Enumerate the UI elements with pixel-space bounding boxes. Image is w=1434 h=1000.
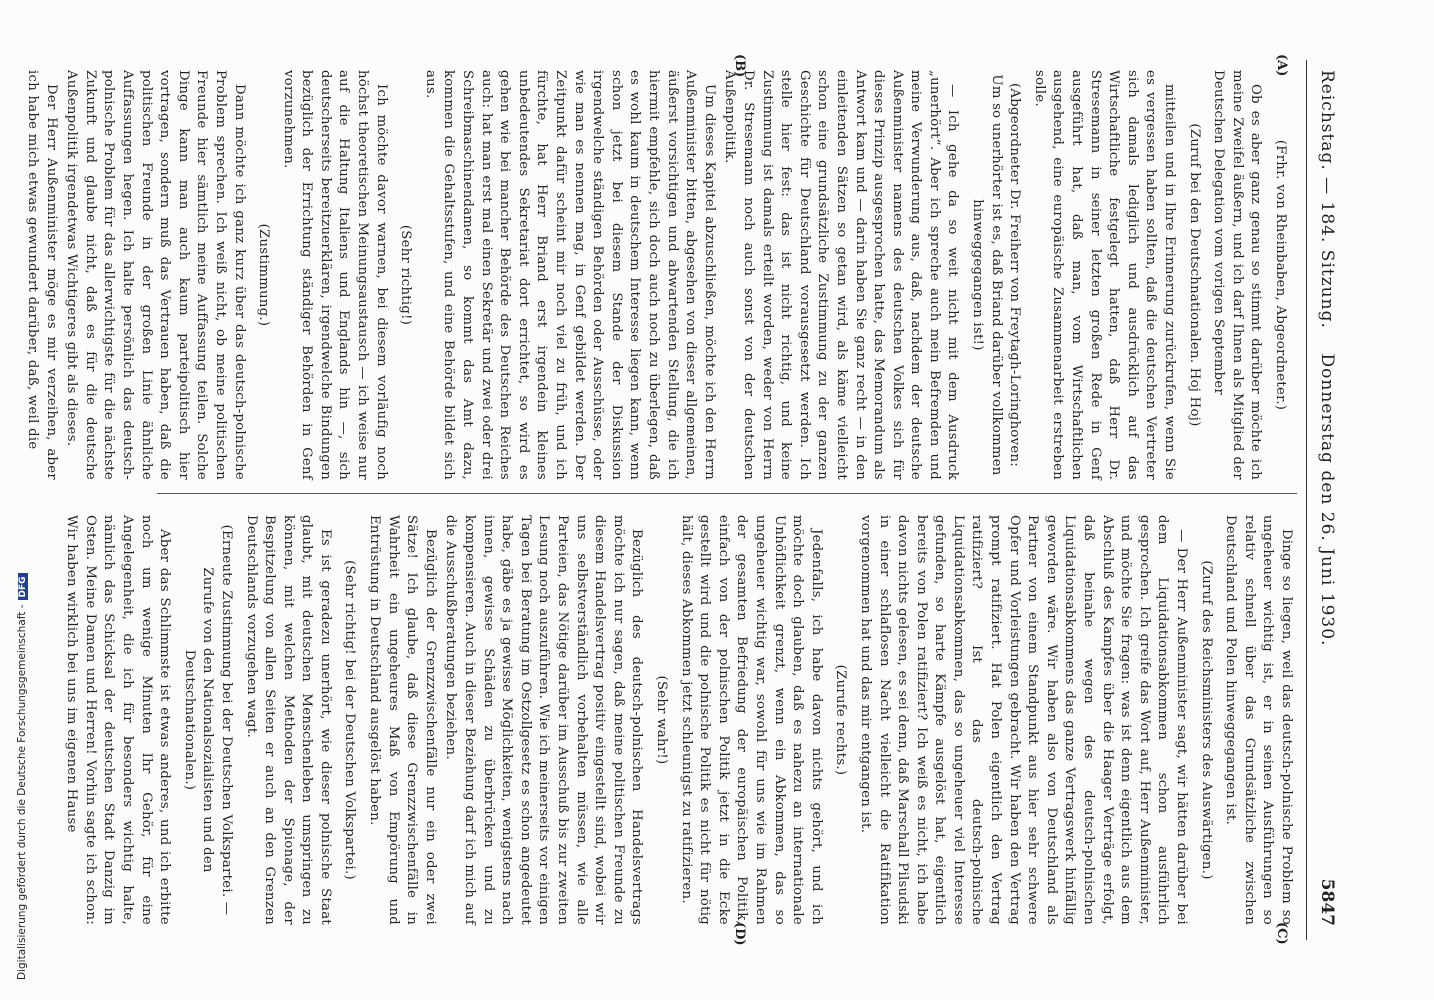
page-header — [1306, 60, 1347, 940]
paragraph: Dann möchte ich ganz kurz über das deutsch-polnische Problem sprechen. Ich weiß nicht, ob meine politischen Freunde hier sämtlich meine Auffassung teilen. Solche Dinge kann man auch kaum parteipolitisch hier vortragen, sondern muß das Vertrauen haben, daß die politischen Freunde in der großen Linie ähnliche Auffassungen hegen. Ich halte persönlich das deutsch-polnische Problem für das allerwichtigste für die nächste Zukunft und glaube nicht, daß es für die deutsche Außenpolitik irgendetwas Wichtigeres gibt als dieses. — [64, 70, 247, 480]
paragraph: Um dieses Kapitel abzuschließen, möchte ich den Herrn Außenminister bitten, abgesehen von dieser allgemeinen, äußerst vorsichtigen und abwartenden Stellung, die ich hiermit empfehle, sich doch auch noch zu überlegen, daß es wohl kaum in deutschem Interesse liegen kann, wenn schon jetzt bei diesem Stande der Diskussion irgendwelche ständigen Behörden oder Ausschüsse, oder wie man es nennen mag, in Genf gebildet werden. Der Zeitpunkt dafür scheint mir noch viel zu früh, und ich fürchte, hat Herr Briand erst irgendein kleines unbedeutendes Sekretariat dort errichtet, so wird es gehen wie bei mancher Behörde des Deutschen Reiches auch: hat man erst mal einen Sekretär und zwei oder drei Schreibmaschinendamen, so kommt das Amt dazu, kommen die Gehaltsstufen, und eine Behörde bildet sich aus. — [422, 70, 717, 480]
header-session: Reichstag. — 184. Sitzung. — [1317, 70, 1337, 329]
margin-mark-c: (C) — [1274, 922, 1289, 945]
dfg-logo: DFG — [18, 573, 28, 600]
interjection: (Zuruf des Reichsministers des Auswärtigen.) — [1198, 560, 1214, 880]
header-date: Donnerstag den 26. Juni 1930. — [1317, 353, 1337, 647]
margin-mark-d: (D) — [732, 922, 747, 946]
paragraph: mitteilen und in Ihre Erinnerung zurückrufen, wenn Sie es vergessen haben sollten, daß die deutschen Vertreter sich damals lediglich und ausdrücklich auf das Wirtschaftliche festgelegt hatten, daß Herr Dr. Stresemann in seiner letzten großen Rede in Genf ausgeführt hat, daß man, vom Wirtschaftlichen ausgehend, eine europäische Zusammenarbeit erstreben solle. — [1031, 70, 1178, 480]
digitization-credit — [16, 0, 28, 980]
speaker-label: (Frhr. von Rheinbaben, Abgeordneter.) — [1273, 139, 1288, 411]
left-column — [20, 70, 1295, 480]
credit-strip — [0, 0, 28, 1000]
paragraph: — Ich gehe da so weit nicht mit dem Ausdruck „unerhört“. Aber ich spreche auch mein Befremden und meine Verwunderung aus, daß, nachdem der deutsche Außenminister namens des deutschen Volkes sich für dieses Prinzip ausgesprochen hatte, das Memorandum als Antwort kam und — darin haben Sie ganz recht — in den einleitenden Sätzen so getan wird, als käme vielleicht schon eine grundsätzliche Zustimmung zu der ganzen Geschichte für Deutschland vorausgesetzt werden. Ich stelle hier fest: das ist nicht richtig, und keine Zustimmung ist damals erteilt worden, weder von Herrn Dr. Stresemann noch auch sonst von der deutschen Außenpolitik. — [722, 70, 961, 480]
paragraph: Es ist geradezu unerhört, wie dieser polnische Staat glaubt, mit deutschen Menschenleben umspringen zu können, mit welchen Methoden der Spionage, der Bespitzelung von allen Seiten er auch an den Grenzen Deutschlands vorzugehen wagt. — [243, 515, 333, 925]
paragraph: Ich möchte davor warnen, bei diesem vorläufig noch höchst theoretischen Meinungsaustausch — ich weise nur auf die Haltung Italiens und Englands hin —, sich deutscherseits bereitzuerklären, irgendwelche Bindungen bezüglich der Errichtung ständiger Behörden in Genf vorzunehmen. — [280, 70, 389, 480]
page-number: 5847 — [1317, 878, 1337, 926]
paragraph: — Der Herr Außenminister sagt, wir hätten darüber bei dem Liquidationsabkommen schon ausführlich gesprochen. Ich greife das Wort auf, Herr Außenminister, und möchte Sie fragen: was ist denn eigentlich aus dem Abschluß des Kampfes über die Haager Verträge erfolgt, daß beinahe wegen des deutsch-polnischen Liquidationsabkommens das ganze Vertragswerk hinfällig geworden wäre. Wir haben also von Deutschland als Partner von einem Standpunkt aus hier sehr schwere Opfer und Vorleistungen gebracht. Wir haben den Vertrag prompt ratifiziert. Hat Polen eigentlich den Vertrag ratifiziert? Ist das deutsch-polnische Liquidationsabkommen, das so ungeheuer viel Interesse gefunden, so harte Kämpfe ausgelöst hat, eigentlich bereits von Polen ratifiziert? Ich weiß es nicht, ich habe davon nichts gelesen, es sei denn, daß Marschall Pilsudski in einer schlaflosen Nacht vielleicht die Ratifikation vorgenommen hat und das mir entgangen ist. — [857, 515, 1190, 925]
rotated-document-page — [25, 54, 1347, 946]
column-divider — [157, 493, 1297, 494]
paragraph: Jedenfalls, ich habe davon nichts gehört, und ich möchte doch glauben, daß es nahezu an internationale Unhöflichkeit grenzt, wenn ein Abkommen, das so ungeheuer wichtig war, sowohl für uns wie im Rahmen der gesamten Befriedung der europäischen Politik, einfach von der polnischen Politik jetzt in die Ecke gestellt wird und die polnische Politik es nicht für nötig hält, dieses Abkommen jetzt schleunigst zu ratifizieren. — [678, 515, 824, 925]
margin-mark-a: (A) — [1274, 54, 1289, 77]
interjection: (Sehr wahr!) — [654, 675, 669, 765]
paragraph: Bezüglich der Grenzzwischenfälle nur ein oder zwei Sätze! Ich glaube, daß diese Grenzzwischenfälle in Wahrheit ein ungeheures Maß von Empörung und Entrüstung in Deutschland ausgelöst haben. — [367, 515, 438, 925]
interjection: (Zustimmung.) — [256, 223, 272, 327]
paragraph: Der Herr Außenminister möge es mir verzeihen, aber ich habe mich etwas gewundert darüber, daß, weil die — [25, 70, 59, 480]
paragraph: Ob es aber ganz genau so stimmt darüber möchte ich meine Zweifel äußern, und ich darf Ihnen als Mitglied der Deutschen Delegation vom vorigen September — [1211, 70, 1264, 480]
paragraph: Dinge so liegen, weil das deutsch-polnische Problem so ungeheuer wichtig ist, er in seinen Ausführungen so relativ schnell über das Grundsätzliche zwischen Deutschland und Polen hinweggegangen ist. — [1223, 515, 1294, 925]
paragraph: Bezüglich des deutsch-polnischen Handelsvertrags möchte ich nur sagen, daß meine politischen Freunde zu diesem Handelsvertrag positiv eingestellt sind, wobei wir uns selbstverständlich vorbehalten müssen, wie alle Parteien, das Nötige darüber im Ausschuß bis zur zweiten Lesung noch auszuführen. Wie ich meinerseits vor einigen Tagen bei Beratung im Ostzollgesetz es schon angedeutet habe, gäbe es ja gewisse Möglichkeiten, wenigstens nach innen, gewisse Schäden zu überbrücken und zu kompensieren. Auch in dieser Beziehung darf ich mich auf die Ausschußberatungen beziehen. — [443, 515, 645, 925]
credit-text: Digitalisierung gefördert durch die Deutsche Forschungsgemeinschaft - — [16, 604, 28, 980]
margin-mark-b: (B) — [732, 54, 747, 78]
paragraph: Aber das Schlimmste ist etwas anderes, und ich erbitte noch um wenige Minuten Ihr Gehör, für eine Angelegenheit, die ich für besonders wichtig halte, nämlich das Schicksal der deutschen Stadt Danzig im Osten. Meine Damen und Herren! Vorhin sagte ich schon: Wir haben wirklich bei uns im eigenen Hause — [64, 515, 173, 925]
interjection: (Zurufe rechts.) — [833, 664, 849, 776]
interjection: (Abgeordneter Dr. Freiherr von Freytagh-Loringhoven: Um so unerhörter ist es, daß Briand darüber vollkommen hinweggegangen ist!) — [970, 74, 1023, 476]
interjection: (Sehr richtig! bei der Deutschen Volkspartei.) — [342, 560, 358, 880]
interjection: (Zuruf bei den Deutschnationalen. Hoj Hoj) — [1186, 123, 1202, 427]
right-column — [60, 515, 1295, 925]
interjection: (Sehr richtig!) — [398, 224, 414, 326]
interjection: (Erneute Zustimmung bei der Deutschen Volkspartei. — Zurufe von den Nationalsozialisten und den Deutschnationalen.) — [181, 524, 234, 916]
